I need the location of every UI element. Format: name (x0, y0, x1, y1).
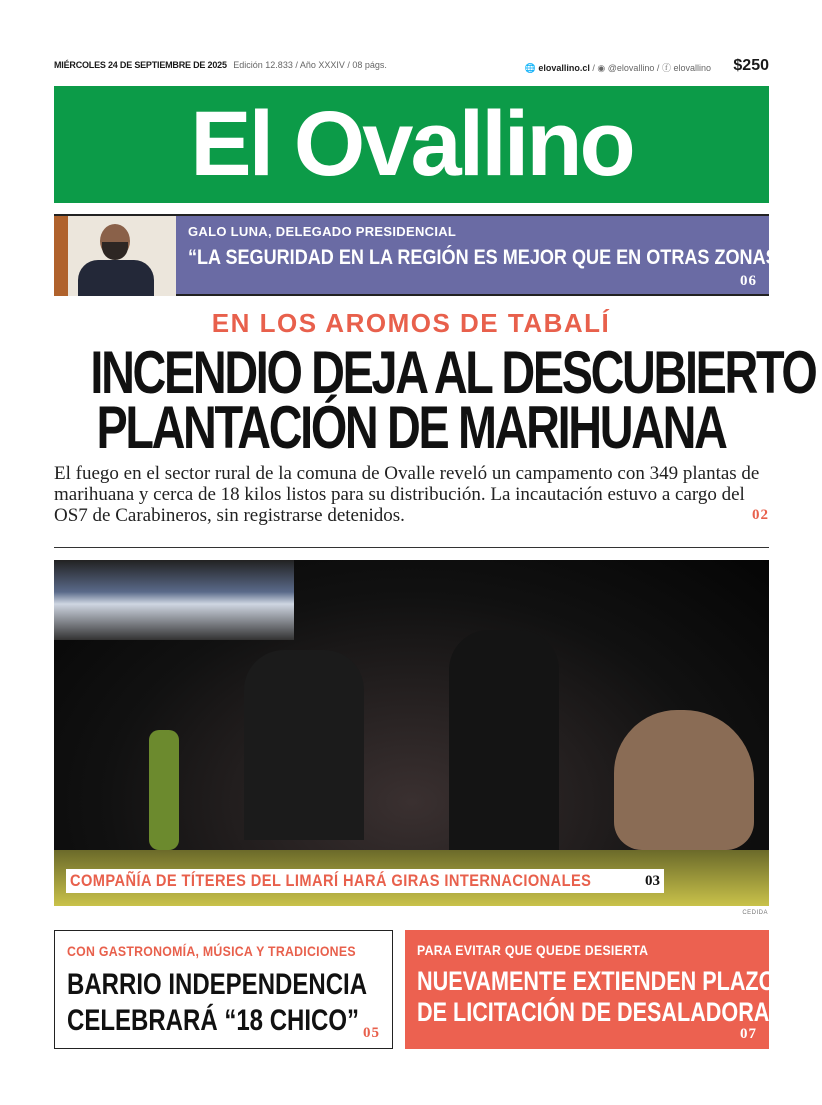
top-bar (54, 57, 769, 76)
main-headline-line-1: INCENDIO DEJA AL DESCUBIERTO (90, 339, 816, 406)
photo-caption (66, 869, 664, 893)
masthead (54, 86, 769, 203)
globe-icon: 🌐 (524, 63, 536, 73)
page-number: 05 (363, 1025, 380, 1041)
box-kicker: PARA EVITAR QUE QUEDE DESIERTA (417, 942, 649, 958)
page-number: 06 (740, 273, 757, 289)
main-lead (54, 463, 769, 526)
portrait-photo (54, 216, 176, 296)
divider (54, 547, 769, 548)
facebook-link[interactable]: elovallino (673, 63, 711, 73)
edition-info: Edición 12.833 / Año XXXIV / 08 págs. (233, 60, 387, 70)
story-box-barrio[interactable] (54, 930, 393, 1049)
teaser-kicker: GALO LUNA, DELEGADO PRESIDENCIAL (188, 224, 457, 239)
page-number: 03 (645, 872, 660, 889)
box-headline (67, 967, 367, 1039)
page-number: 02 (752, 507, 769, 523)
interview-teaser[interactable] (54, 214, 787, 296)
twitter-link[interactable]: @elovallino (607, 63, 655, 73)
newspaper-logo: El Ovallino (190, 93, 633, 195)
box-headline-line: BARRIO INDEPENDENCIA (67, 968, 368, 1001)
price: $250 (733, 57, 769, 74)
main-kicker: EN LOS AROMOS DE TABALÍ (211, 308, 611, 338)
story-box-desaladora[interactable] (405, 930, 776, 1049)
facebook-icon: ⓕ (661, 63, 671, 73)
box-headline (417, 966, 775, 1028)
website-link[interactable]: elovallino.cl (538, 63, 590, 73)
photo-credit: CEDIDA (742, 910, 768, 916)
box-headline-line: DE LICITACIÓN DE DESALADORA (417, 997, 770, 1027)
caption-text: COMPAÑÍA DE TÍTERES DEL LIMARÍ HARÁ GIRAS INTERNACIONALES (70, 871, 592, 890)
main-headline-line-2: PLANTACIÓN DE MARIHUANA (96, 394, 726, 461)
page-number: 07 (740, 1026, 757, 1042)
teaser-quote: “LA SEGURIDAD EN LA REGIÓN ES MEJOR QUE EN OTRAS ZONAS” (188, 246, 787, 269)
puppet-theatre-photo (54, 560, 769, 906)
issue-date: MIÉRCOLES 24 DE SEPTIEMBRE DE 2025 (54, 60, 227, 70)
lead-text: El fuego en el sector rural de la comuna de Ovalle reveló un campamento con 349 plantas de marihuana y cerca de 18 kilos listos para su distribución. La incautación estuvo a cargo del OS7 de Carabineros, sin registrarse detenidos. (54, 463, 760, 526)
box-headline-line: CELEBRARÁ “18 CHICO” (67, 1004, 360, 1037)
box-headline-line: NUEVAMENTE EXTIENDEN PLAZO (417, 966, 776, 996)
social-links: 🌐 elovallino.cl / ◉ @elovallino / ⓕ elovallino (524, 63, 711, 73)
twitter-icon: ◉ (597, 63, 606, 73)
box-kicker: CON GASTRONOMÍA, MÚSICA Y TRADICIONES (67, 943, 356, 959)
